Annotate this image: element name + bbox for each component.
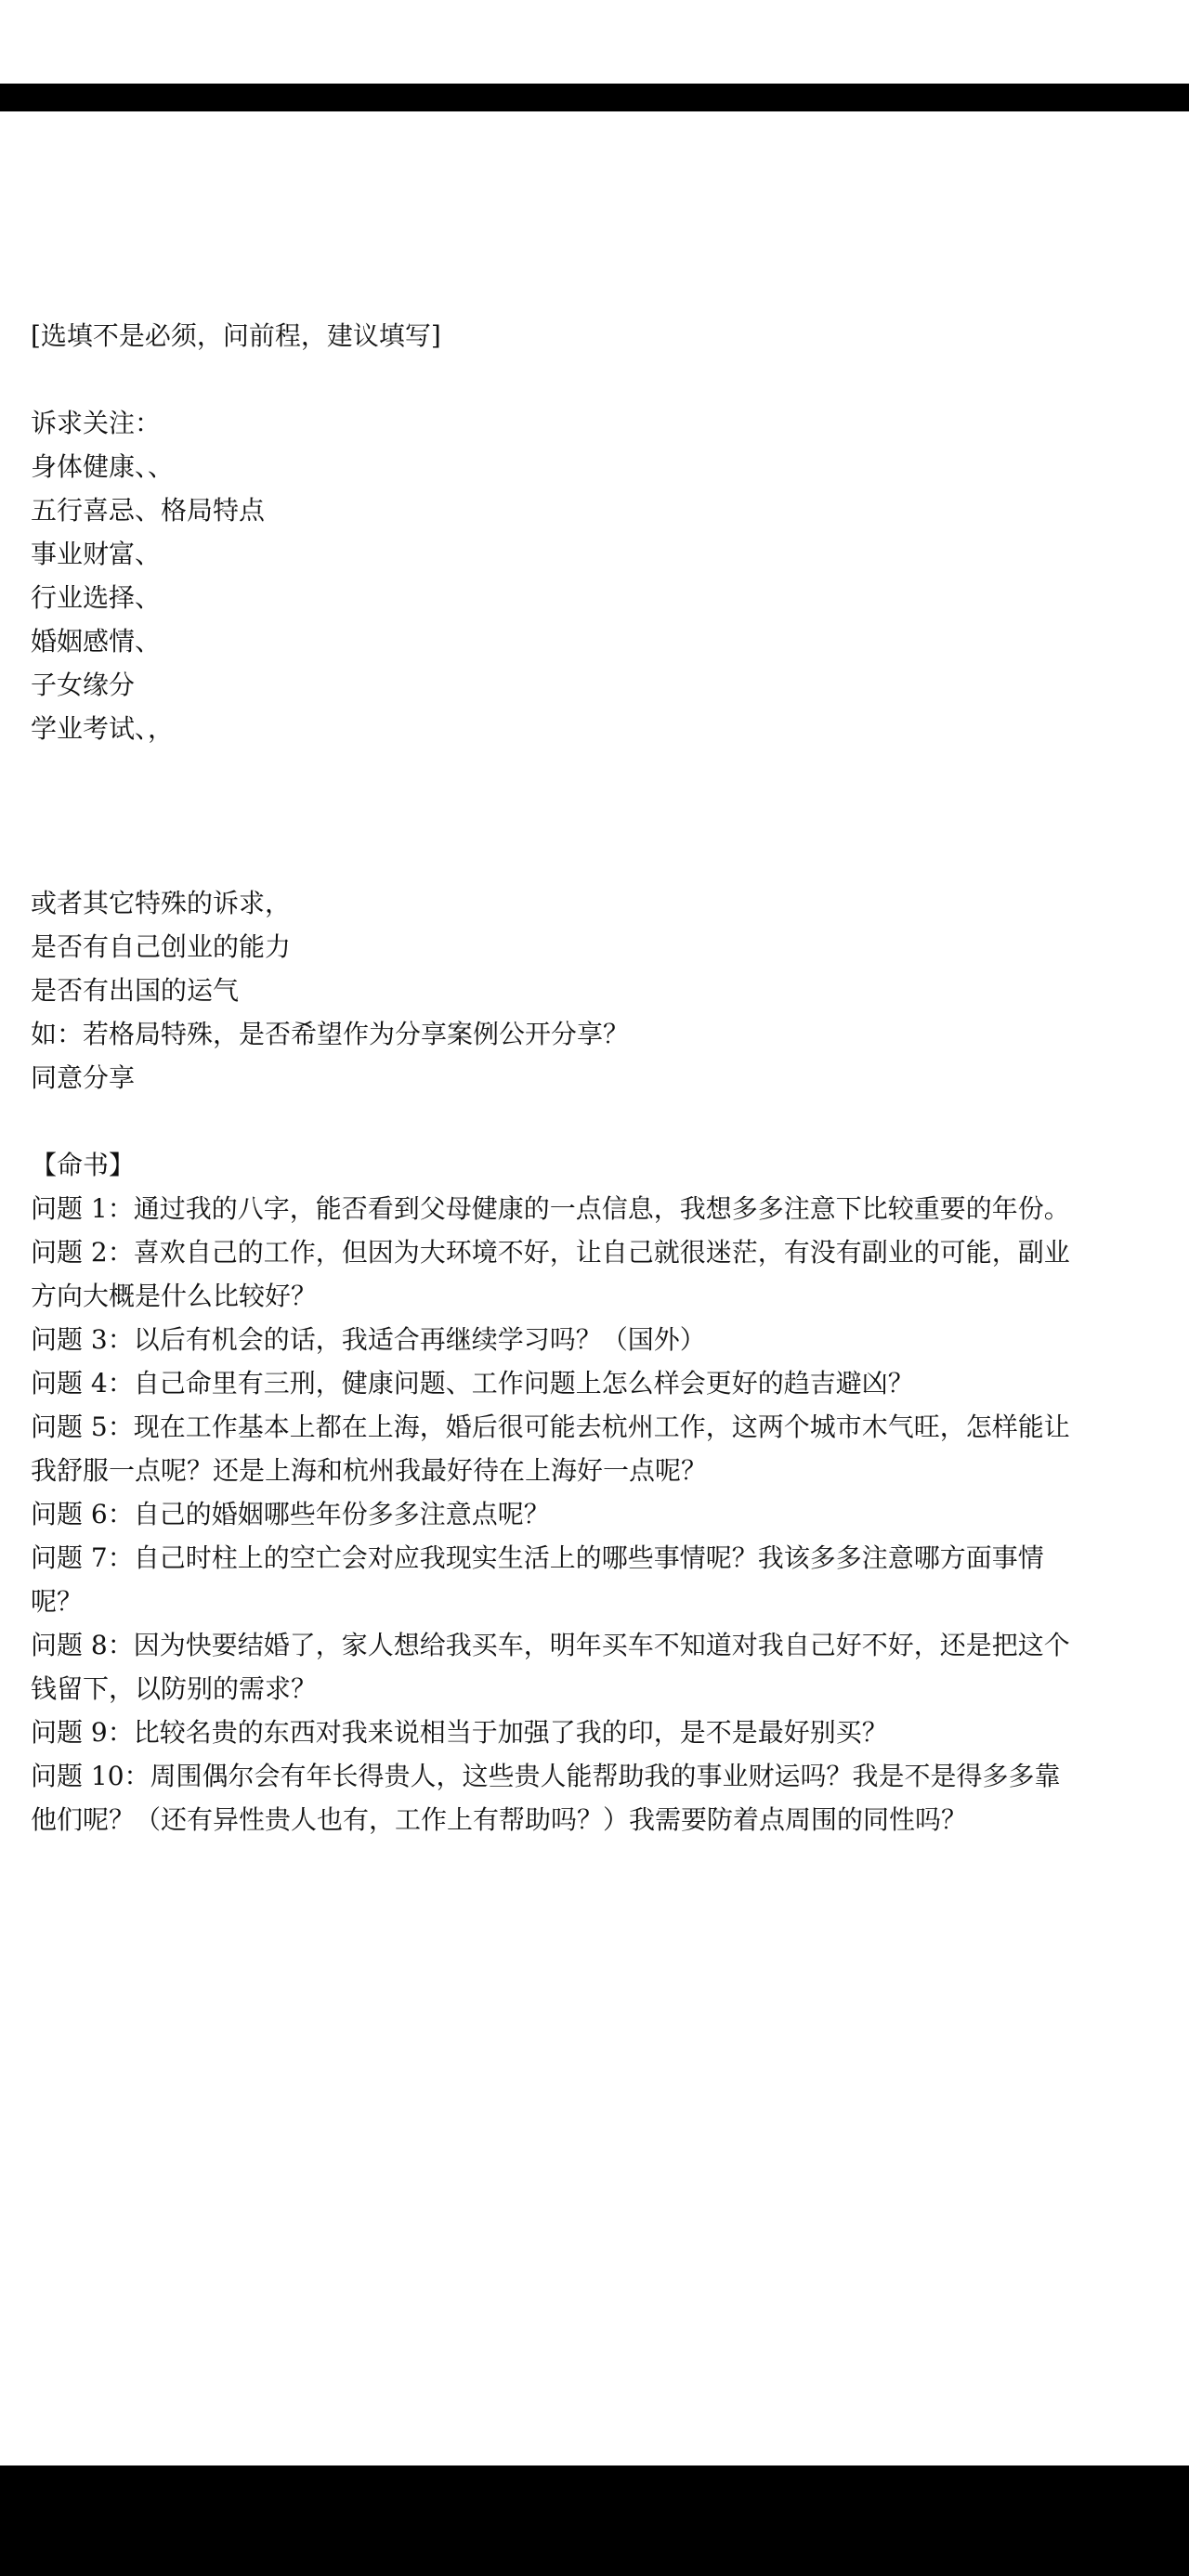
spacer xyxy=(31,838,1189,881)
question-line: 问题 3：以后有机会的话，我适合再继续学习吗？（国外） xyxy=(31,1324,706,1355)
question-line: 问题 4：自己命里有三刑，健康问题、工作问题上怎么样会更好的趋吉避凶？ xyxy=(31,1368,914,1399)
document-body xyxy=(31,314,1189,1841)
other-item: 同意分享 xyxy=(31,1062,136,1093)
question-line: 问题 10：周围偶尔会有年长得贵人，这些贵人能帮助我的事业财运吗？我是不是得多多靠 xyxy=(31,1761,1061,1791)
question-line: 呢？ xyxy=(31,1586,84,1617)
question-line: 他们呢？（还有异性贵人也有，工作上有帮助吗？）我需要防着点周围的同性吗？ xyxy=(31,1804,968,1835)
question-line: 问题 9：比较名贵的东西对我来说相当于加强了我的印，是不是最好别买？ xyxy=(31,1717,888,1748)
question-line: 问题 7：自己时柱上的空亡会对应我现实生活上的哪些事情呢？我该多多注意哪方面事情 xyxy=(31,1542,1044,1573)
question-line: 钱留下，以防别的需求？ xyxy=(31,1673,318,1704)
note-line: [选填不是必须，问前程，建议填写] xyxy=(31,320,441,351)
concern-item: 婚姻感情、 xyxy=(31,626,162,657)
question-line: 方向大概是什么比较好？ xyxy=(31,1281,318,1311)
concern-item: 行业选择、 xyxy=(31,582,162,613)
concern-item: 身体健康、、 xyxy=(31,451,175,482)
concern-item: 五行喜忌、格局特点 xyxy=(31,495,266,526)
other-item: 是否有出国的运气 xyxy=(31,975,240,1006)
question-line: 问题 5：现在工作基本上都在上海，婚后很可能去杭州工作，这两个城市木气旺，怎样能让 xyxy=(31,1412,1070,1442)
other-item: 如：若格局特殊，是否希望作为分享案例公开分享？ xyxy=(31,1019,630,1049)
concerns-title: 诉求关注： xyxy=(31,408,162,438)
section-title: 【命书】 xyxy=(31,1150,136,1180)
question-line: 问题 1：通过我的八字，能否看到父母健康的一点信息，我想多多注意下比较重要的年份。 xyxy=(31,1193,1070,1224)
top-black-bar xyxy=(0,84,1189,111)
spacer xyxy=(31,358,1189,401)
concern-item: 子女缘分 xyxy=(31,670,136,700)
spacer xyxy=(31,750,1189,838)
question-line: 问题 8：因为快要结婚了，家人想给我买车，明年买车不知道对我自己好不好，还是把这个 xyxy=(31,1630,1070,1660)
question-line: 问题 6：自己的婚姻哪些年份多多注意点呢？ xyxy=(31,1499,550,1529)
other-item: 或者其它特殊的诉求， xyxy=(31,888,292,918)
other-item: 是否有自己创业的能力 xyxy=(31,931,292,962)
question-line: 问题 2：喜欢自己的工作，但因为大环境不好，让自己就很迷茫，有没有副业的可能，副业 xyxy=(31,1237,1070,1268)
question-line: 我舒服一点呢？还是上海和杭州我最好待在上海好一点呢？ xyxy=(31,1455,708,1486)
bottom-black-bar xyxy=(0,2465,1189,2576)
concern-item: 学业考试、， xyxy=(31,713,175,744)
concern-item: 事业财富、 xyxy=(31,539,162,569)
spacer xyxy=(31,1099,1189,1143)
